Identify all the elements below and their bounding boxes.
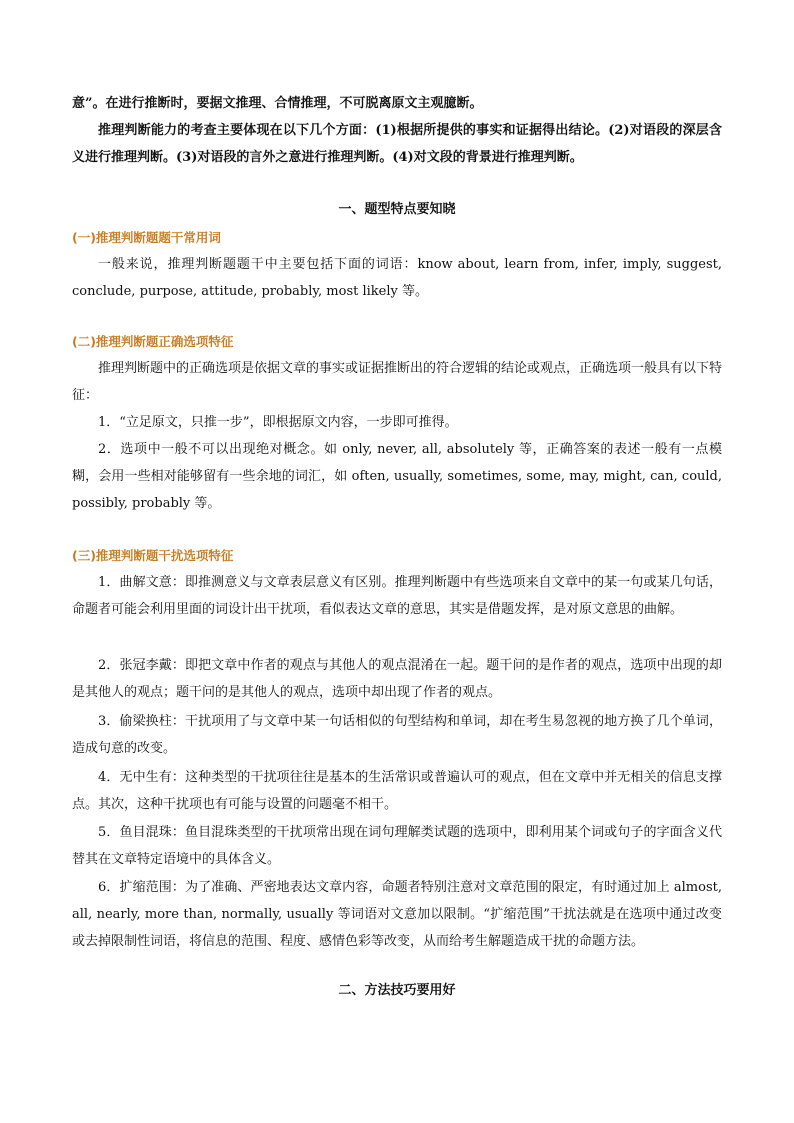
- list-item-distractor-6: 6．扩缩范围：为了准确、严密地表达文章内容，命题者特别注意对文章范围的限定，有时通过加上 almost, all, nearly, more than, normally, usually 等词语对文意加以限制。“扩缩范围”干扰法就是在选项中通过改变或去掉限制性词语，将信息的范围、程度、感情色彩等改变，从而给考生解题造成干扰的命题方法。: [72, 880, 722, 949]
- intro-paragraph-abilities: 推理判断能力的考查主要体现在以下几个方面：(1)根据所提供的事实和证据得出结论。(2)对语段的深层含义进行推理判断。(3)对语段的言外之意进行推理判断。(4)对文段的背景进行推理判断。: [72, 123, 722, 165]
- list-item-distractor-2: 2．张冠李戴：即把文章中作者的观点与其他人的观点混淆在一起。题干问的是作者的观点，选项中出现的却是其他人的观点；题干问的是其他人的观点，选项中却出现了作者的观点。: [72, 658, 722, 700]
- list-item-distractor-5: 5．鱼目混珠：鱼目混珠类型的干扰项常出现在词句理解类试题的选项中，即利用某个词或句子的字面含义代替其在文章特定语境中的具体含义。: [72, 825, 722, 867]
- subheading-distractor-features: (三)推理判断题干扰选项特征: [72, 548, 234, 563]
- list-item-distractor-4: 4．无中生有：这种类型的干扰项往往是基本的生活常识或普遍认可的观点，但在文章中并无相关的信息支撑点。其次，这种干扰项也有可能与设置的问题毫不相干。: [72, 770, 722, 812]
- section-heading-methods: 二、方法技巧要用好: [338, 983, 456, 998]
- subheading-correct-option-features: (二)推理判断题正确选项特征: [72, 334, 234, 349]
- paragraph-correct-option-intro: 推理判断题中的正确选项是依据文章的事实或证据推断出的符合逻辑的结论或观点，正确选项一般具有以下特征：: [72, 361, 723, 403]
- list-item-distractor-3: 3．偷梁换柱：干扰项用了与文章中某一句话相似的句型结构和单词，却在考生易忽视的地方换了几个单词，造成句意的改变。: [72, 714, 722, 756]
- paragraph-stem-words: 一般来说，推理判断题题干中主要包括下面的词语：know about, learn from, infer, imply, suggest, conclude, purpose, attitude, probably, most likely 等。: [72, 257, 722, 299]
- subheading-stem-words: (一)推理判断题题干常用词: [72, 230, 221, 245]
- list-item-correct-2: 2．选项中一般不可以出现绝对概念。如 only, never, all, absolutely 等，正确答案的表述一般有一点模糊，会用一些相对能够留有一些余地的词汇，如 often, usually, sometimes, some, may, might, can, could, possibly, probably 等。: [72, 442, 722, 511]
- list-item-correct-1: 1．“立足原文，只推一步”，即根据原文内容，一步即可推得。: [98, 415, 458, 430]
- list-item-distractor-1: 1．曲解文意：即推测意义与文章表层意义有区别。推理判断题中有些选项来自文章中的某一句或某几句话，命题者可能会利用里面的词设计出干扰项，看似表达文章的意思，其实是借题发挥，是对原文意思的曲解。: [72, 575, 722, 617]
- intro-paragraph-continuation: 意”。在进行推断时，要据文推理、合情推理，不可脱离原文主观臆断。: [72, 96, 483, 111]
- section-heading-question-features: 一、题型特点要知晓: [338, 202, 456, 217]
